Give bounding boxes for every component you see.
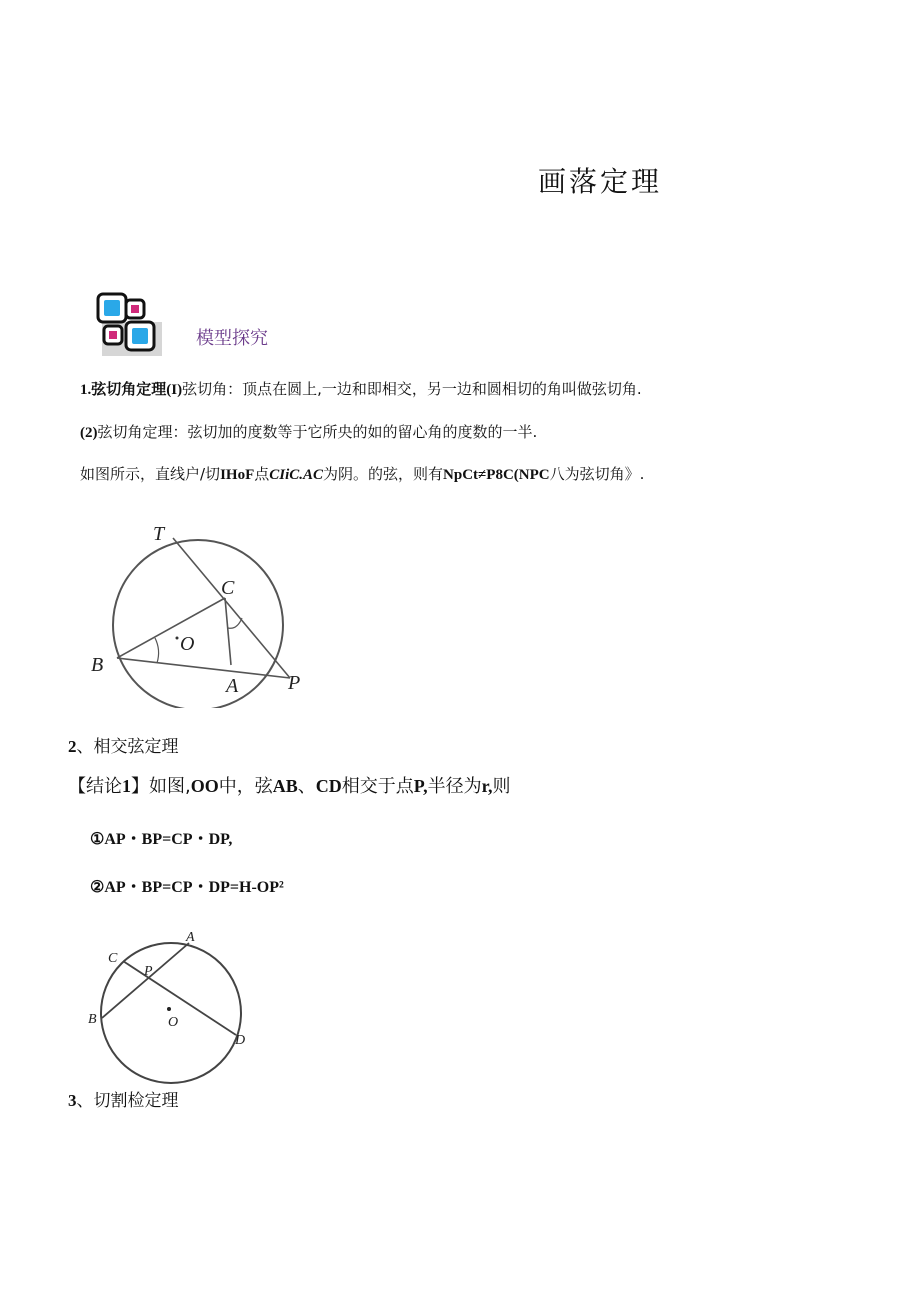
fig1-angle-arc-b: [155, 638, 159, 663]
fig1-label-c: C: [221, 577, 235, 599]
page-title: 画落定理: [538, 165, 663, 198]
theorem2-eq1: ①AP・BP=CP・DP,: [90, 831, 233, 848]
theorem1-line2: (2)弦切角定理：弦切加的度数等于它所央的如的留心角的度数的一半.: [80, 423, 538, 441]
section-label: 模型探究: [196, 328, 268, 349]
fig1-secant-bp: [117, 658, 290, 678]
fig1-circle: [113, 540, 283, 708]
model-explore-icon: [96, 292, 168, 358]
fig2-label-a: A: [186, 930, 195, 945]
fig2-circle: [101, 943, 241, 1083]
fig2-center-dot: [167, 1007, 171, 1011]
fig2-chord-cd: [123, 961, 236, 1035]
figure-tangent-chord: [85, 518, 315, 708]
theorem2-eq2: ②AP・BP=CP・DP=H-OP²: [90, 879, 284, 896]
fig2-label-b: B: [88, 1012, 97, 1027]
fig2-label-o: O: [168, 1015, 179, 1030]
fig1-label-t: T: [153, 523, 165, 545]
theorem2-heading: 2、相交弦定理: [68, 737, 179, 757]
theorem1-line1: 1.弦切角定理(I)弦切角：顶点在圆上,一边和即相交，另一边和圆相切的角叫做弦切角.: [80, 380, 642, 398]
theorem1-line3: 如图所示，直线户/切IHoF点CIiC.AC为阴。的弦，则有NpCt≠P8C(NPC八为弦切角》.: [80, 465, 645, 483]
fig1-chord-ca: [225, 598, 231, 665]
fig2-label-p: P: [144, 964, 153, 979]
fig1-chord-bc: [117, 598, 225, 658]
theorem3-heading: 3、切割检定理: [68, 1091, 179, 1111]
fig1-label-b: B: [91, 654, 104, 676]
fig1-label-a: A: [226, 675, 239, 697]
figure-intersecting-chords: [85, 925, 255, 1085]
fig2-label-c: C: [108, 951, 118, 966]
theorem2-conclusion: 【结论1】如图,OO中，弦AB、CD相交于点P,半径为r,则: [68, 776, 511, 797]
fig1-label-p: P: [288, 672, 301, 694]
fig2-label-d: D: [235, 1033, 246, 1048]
fig1-tangent-line: [173, 538, 290, 678]
fig1-center-dot: [176, 637, 179, 640]
fig1-angle-arc-c: [228, 618, 242, 628]
fig1-label-o: O: [180, 633, 195, 655]
